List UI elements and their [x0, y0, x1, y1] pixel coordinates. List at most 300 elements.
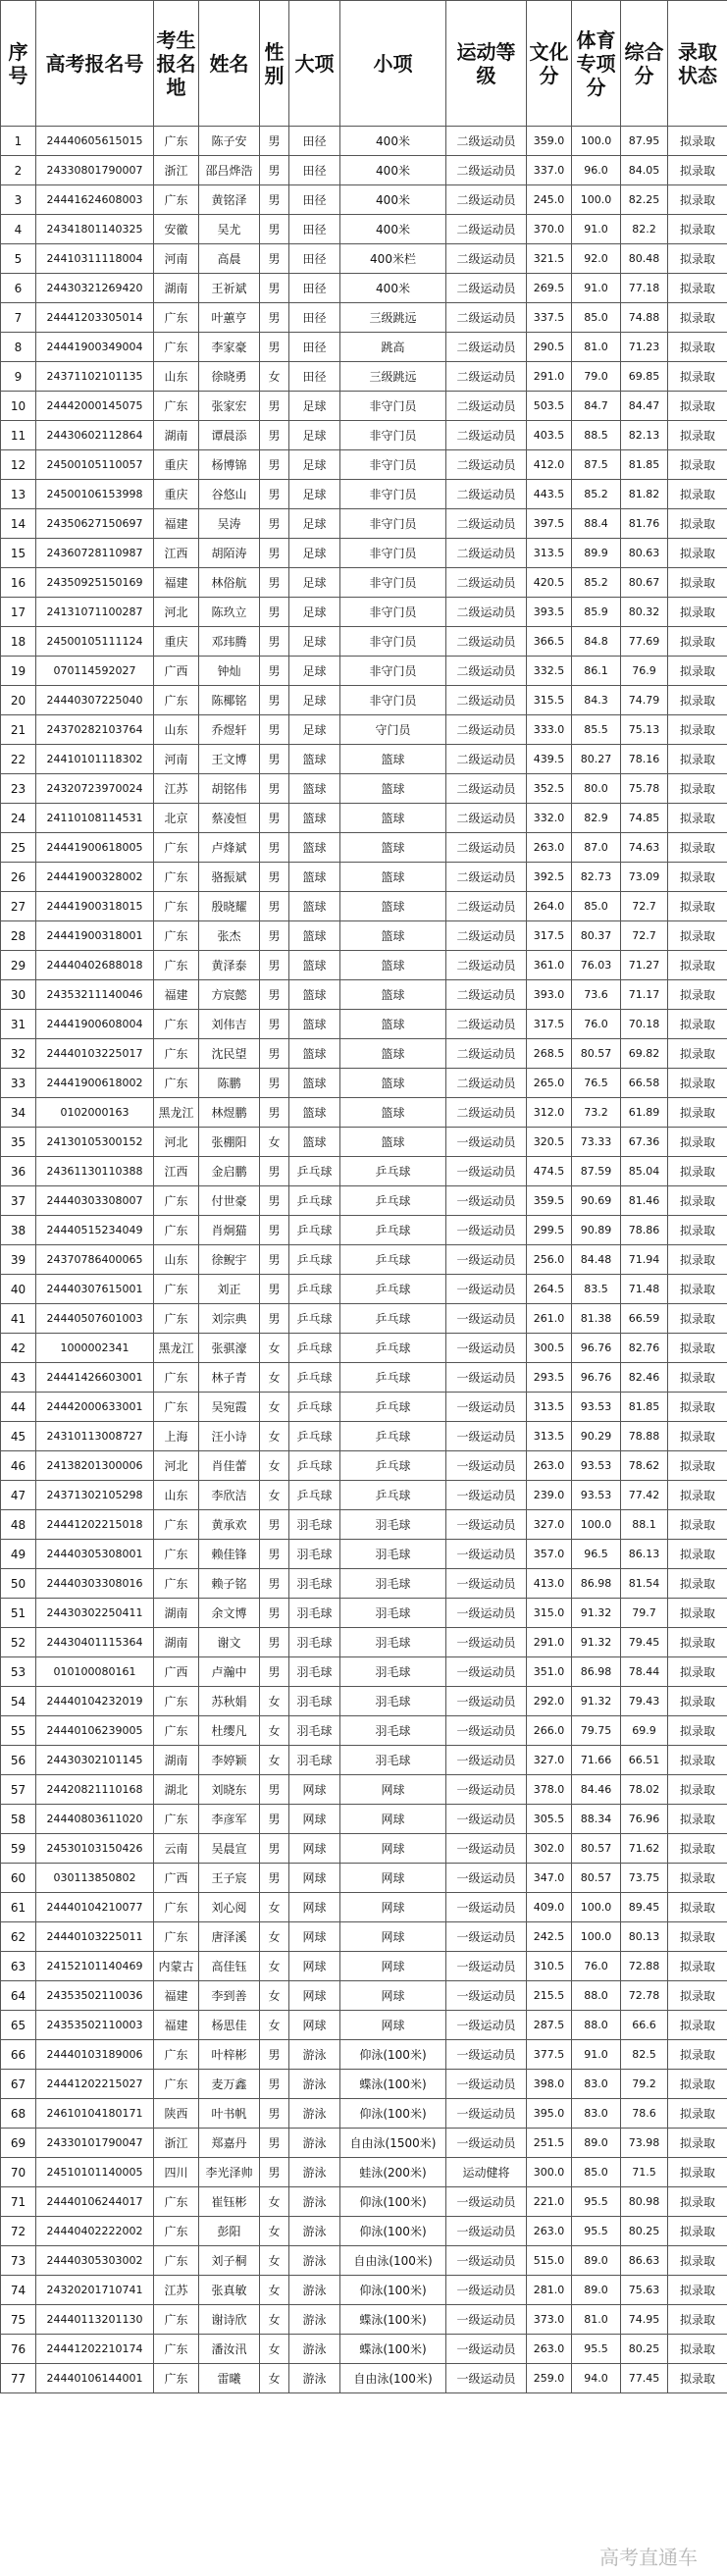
table-cell: 24130105300152: [36, 1128, 154, 1157]
table-cell: 湖南: [154, 421, 199, 450]
table-cell: 篮球: [340, 1128, 446, 1157]
table-cell: 篮球: [289, 863, 340, 892]
table-cell: 雷曦: [199, 2364, 260, 2393]
table-cell: 篮球: [289, 804, 340, 833]
table-cell: 85.0: [572, 892, 621, 921]
table-cell: 79.2: [621, 2070, 668, 2099]
table-cell: 李婷颖: [199, 1746, 260, 1775]
table-cell: 一级运动员: [446, 2217, 527, 2246]
table-cell: 87.95: [621, 127, 668, 156]
table-cell: 仰泳(100米): [340, 2040, 446, 2070]
table-row: [1, 274, 727, 303]
table-cell: 网球: [289, 1952, 340, 1981]
table-cell: 91.0: [572, 274, 621, 303]
table-cell: 24441900618005: [36, 833, 154, 863]
table-cell: 259.0: [527, 2364, 572, 2393]
table-cell: 89.45: [621, 1893, 668, 1922]
table-row: [1, 1628, 727, 1657]
table-cell: 跳高: [340, 333, 446, 362]
table-row: [1, 2129, 727, 2158]
table-cell: 31: [1, 1010, 36, 1039]
table-row: [1, 980, 727, 1010]
table-cell: 拟录取: [668, 1569, 727, 1599]
table-cell: 蔡凌恒: [199, 804, 260, 833]
table-cell: 352.5: [527, 774, 572, 804]
table-cell: 337.5: [527, 303, 572, 333]
table-cell: 广东: [154, 2217, 199, 2246]
table-cell: 264.0: [527, 892, 572, 921]
table-cell: 广东: [154, 2364, 199, 2393]
table-cell: 84.3: [572, 686, 621, 715]
table-cell: 拟录取: [668, 833, 727, 863]
table-cell: 广东: [154, 1216, 199, 1245]
table-cell: 二级运动员: [446, 1010, 527, 1039]
table-cell: 重庆: [154, 480, 199, 509]
table-cell: 男: [260, 833, 289, 863]
table-cell: 羽毛球: [289, 1540, 340, 1569]
table-row: [1, 1893, 727, 1922]
table-cell: 一级运动员: [446, 2011, 527, 2040]
table-cell: 乒乓球: [340, 1334, 446, 1363]
table-cell: 广西: [154, 657, 199, 686]
table-cell: 88.34: [572, 1805, 621, 1834]
table-cell: 28: [1, 921, 36, 951]
table-cell: 拟录取: [668, 156, 727, 185]
table-cell: 仰泳(100米): [340, 2217, 446, 2246]
table-cell: 羽毛球: [289, 1716, 340, 1746]
table-cell: 田径: [289, 156, 340, 185]
table-cell: 二级运动员: [446, 715, 527, 745]
table-cell: 443.5: [527, 480, 572, 509]
table-cell: 24440106244017: [36, 2187, 154, 2217]
table-cell: 400米: [340, 156, 446, 185]
table-cell: 田径: [289, 333, 340, 362]
table-row: [1, 1128, 727, 1157]
table-cell: 田径: [289, 362, 340, 392]
table-cell: 73.33: [572, 1128, 621, 1157]
table-cell: 女: [260, 1422, 289, 1451]
table-cell: 378.0: [527, 1775, 572, 1805]
table-cell: 二级运动员: [446, 362, 527, 392]
table-cell: 羽毛球: [289, 1746, 340, 1775]
table-row: [1, 686, 727, 715]
table-row: [1, 421, 727, 450]
table-cell: 43: [1, 1363, 36, 1393]
table-cell: 拟录取: [668, 1893, 727, 1922]
table-cell: 吴宛霞: [199, 1393, 260, 1422]
table-cell: 拟录取: [668, 1540, 727, 1569]
table-cell: 75.63: [621, 2276, 668, 2305]
table-row: [1, 303, 727, 333]
table-cell: 265.0: [527, 1069, 572, 1098]
table-cell: 317.5: [527, 921, 572, 951]
table-cell: 游泳: [289, 2364, 340, 2393]
table-cell: 73.2: [572, 1098, 621, 1128]
table-cell: 79.0: [572, 362, 621, 392]
table-cell: 云南: [154, 1834, 199, 1864]
table-cell: 田径: [289, 244, 340, 274]
table-cell: 女: [260, 362, 289, 392]
table-cell: 福建: [154, 1981, 199, 2011]
table-cell: 蝶泳(100米): [340, 2070, 446, 2099]
table-cell: 羽毛球: [289, 1687, 340, 1716]
table-cell: 男: [260, 1864, 289, 1893]
table-cell: 321.5: [527, 244, 572, 274]
table-cell: 400米: [340, 185, 446, 215]
table-cell: 游泳: [289, 2276, 340, 2305]
table-cell: 拟录取: [668, 1010, 727, 1039]
table-cell: 71: [1, 2187, 36, 2217]
table-cell: 广东: [154, 1186, 199, 1216]
table-row: [1, 951, 727, 980]
table-row: [1, 509, 727, 539]
table-cell: 24440106239005: [36, 1716, 154, 1746]
table-cell: 足球: [289, 450, 340, 480]
table-cell: 9: [1, 362, 36, 392]
table-cell: 游泳: [289, 2040, 340, 2070]
table-cell: 广东: [154, 1363, 199, 1393]
table-cell: 72.7: [621, 892, 668, 921]
table-row: [1, 539, 727, 568]
table-cell: 广东: [154, 1510, 199, 1540]
table-cell: 广东: [154, 303, 199, 333]
table-cell: 287.5: [527, 2011, 572, 2040]
table-cell: 女: [260, 1128, 289, 1157]
table-cell: 篮球: [340, 863, 446, 892]
table-cell: 自由泳(100米): [340, 2364, 446, 2393]
table-cell: 乒乓球: [340, 1393, 446, 1422]
table-row: [1, 1481, 727, 1510]
table-cell: 24500105110057: [36, 450, 154, 480]
table-cell: 乒乓球: [340, 1422, 446, 1451]
table-cell: 300.0: [527, 2158, 572, 2187]
table-cell: 88.5: [572, 421, 621, 450]
table-cell: 拟录取: [668, 774, 727, 804]
table-cell: 392.5: [527, 863, 572, 892]
table-cell: 游泳: [289, 2305, 340, 2335]
col-header: 大项: [289, 1, 340, 127]
table-cell: 非守门员: [340, 539, 446, 568]
table-cell: 26: [1, 863, 36, 892]
table-cell: 拟录取: [668, 480, 727, 509]
watermark: 高考直通车: [599, 2546, 698, 2569]
table-cell: 福建: [154, 509, 199, 539]
table-cell: 广东: [154, 185, 199, 215]
table-cell: 24440103225017: [36, 1039, 154, 1069]
table-cell: 女: [260, 1716, 289, 1746]
table-row: [1, 921, 727, 951]
table-cell: 网球: [289, 1922, 340, 1952]
table-cell: 81.76: [621, 509, 668, 539]
table-cell: 90.69: [572, 1186, 621, 1216]
table-cell: 24440402688018: [36, 951, 154, 980]
table-row: [1, 1775, 727, 1805]
table-cell: 拟录取: [668, 1245, 727, 1275]
table-cell: 拟录取: [668, 1422, 727, 1451]
table-cell: 78.88: [621, 1422, 668, 1451]
table-cell: 85.04: [621, 1157, 668, 1186]
table-cell: 24152101140469: [36, 1952, 154, 1981]
table-cell: 84.8: [572, 627, 621, 657]
table-cell: 郑嘉丹: [199, 2129, 260, 2158]
table-cell: 足球: [289, 686, 340, 715]
table-cell: 313.5: [527, 1393, 572, 1422]
table-cell: 二级运动员: [446, 333, 527, 362]
table-cell: 81.38: [572, 1304, 621, 1334]
table-cell: 黑龙江: [154, 1098, 199, 1128]
table-cell: 24353211140046: [36, 980, 154, 1010]
table-cell: 男: [260, 509, 289, 539]
table-cell: 游泳: [289, 2158, 340, 2187]
table-cell: 一级运动员: [446, 1716, 527, 1746]
table-cell: 广东: [154, 392, 199, 421]
table-cell: 261.0: [527, 1304, 572, 1334]
table-cell: 女: [260, 2364, 289, 2393]
table-cell: 黄承欢: [199, 1510, 260, 1540]
table-cell: 一级运动员: [446, 2335, 527, 2364]
table-cell: 2: [1, 156, 36, 185]
table-cell: 291.0: [527, 1628, 572, 1657]
table-cell: 篮球: [340, 1010, 446, 1039]
table-cell: 男: [260, 274, 289, 303]
table-cell: 河北: [154, 598, 199, 627]
table-cell: 男: [260, 2070, 289, 2099]
table-cell: 一级运动员: [446, 1422, 527, 1451]
table-cell: 66.51: [621, 1746, 668, 1775]
table-cell: 79.43: [621, 1687, 668, 1716]
table-cell: 73.6: [572, 980, 621, 1010]
table-cell: 拟录取: [668, 362, 727, 392]
table-cell: 李彦军: [199, 1805, 260, 1834]
table-cell: 二级运动员: [446, 421, 527, 450]
table-row: [1, 2040, 727, 2070]
table-cell: 篮球: [340, 745, 446, 774]
table-cell: 100.0: [572, 185, 621, 215]
table-cell: 男: [260, 2040, 289, 2070]
table-cell: 乒乓球: [289, 1186, 340, 1216]
table-cell: 74.88: [621, 303, 668, 333]
table-cell: 80.0: [572, 774, 621, 804]
table-cell: 86.13: [621, 1540, 668, 1569]
table-cell: 18: [1, 627, 36, 657]
table-cell: 24440303308016: [36, 1569, 154, 1599]
table-cell: 广东: [154, 892, 199, 921]
table-cell: 拟录取: [668, 657, 727, 686]
table-cell: 71.5: [621, 2158, 668, 2187]
table-cell: 拟录取: [668, 392, 727, 421]
table-cell: 女: [260, 1334, 289, 1363]
table-cell: 二级运动员: [446, 539, 527, 568]
table-cell: 汪小诗: [199, 1422, 260, 1451]
table-cell: 88.0: [572, 2011, 621, 2040]
table-cell: 男: [260, 185, 289, 215]
table-cell: 88.4: [572, 509, 621, 539]
table-cell: 70.18: [621, 1010, 668, 1039]
table-cell: 拟录取: [668, 450, 727, 480]
table-cell: 87.5: [572, 450, 621, 480]
table-cell: 安徽: [154, 215, 199, 244]
table-cell: 广东: [154, 1922, 199, 1952]
table-cell: 拟录取: [668, 1451, 727, 1481]
table-cell: 80.67: [621, 568, 668, 598]
table-cell: 二级运动员: [446, 833, 527, 863]
table-cell: 付世豪: [199, 1186, 260, 1216]
table-cell: 100.0: [572, 1893, 621, 1922]
table-cell: 25: [1, 833, 36, 863]
table-cell: 彭阳: [199, 2217, 260, 2246]
table-row: [1, 185, 727, 215]
table-cell: 沈民望: [199, 1039, 260, 1069]
table-cell: 71.94: [621, 1245, 668, 1275]
table-cell: 47: [1, 1481, 36, 1510]
table-cell: 77.69: [621, 627, 668, 657]
table-cell: 263.0: [527, 833, 572, 863]
col-header: 录取状态: [668, 1, 727, 127]
table-cell: 30: [1, 980, 36, 1010]
table-cell: 100.0: [572, 127, 621, 156]
table-cell: 一级运动员: [446, 1981, 527, 2011]
table-cell: 乒乓球: [289, 1245, 340, 1275]
table-cell: 广东: [154, 686, 199, 715]
table-cell: 80.57: [572, 1864, 621, 1893]
table-cell: 503.5: [527, 392, 572, 421]
table-cell: 二级运动员: [446, 745, 527, 774]
table-cell: 19: [1, 657, 36, 686]
table-cell: 非守门员: [340, 686, 446, 715]
table-cell: 24440307225040: [36, 686, 154, 715]
table-cell: 一级运动员: [446, 1952, 527, 1981]
table-cell: 69.9: [621, 1716, 668, 1746]
table-cell: 96.0: [572, 156, 621, 185]
table-cell: 篮球: [289, 833, 340, 863]
table-cell: 拟录取: [668, 2129, 727, 2158]
table-cell: 71.17: [621, 980, 668, 1010]
table-cell: 82.5: [621, 2040, 668, 2070]
table-cell: 72: [1, 2217, 36, 2246]
table-cell: 77: [1, 2364, 36, 2393]
table-cell: 24110108114531: [36, 804, 154, 833]
table-cell: 广西: [154, 1864, 199, 1893]
col-header: 姓名: [199, 1, 260, 127]
table-row: [1, 568, 727, 598]
table-cell: 卢烽斌: [199, 833, 260, 863]
table-cell: 46: [1, 1451, 36, 1481]
table-cell: 一级运动员: [446, 2099, 527, 2129]
table-cell: 281.0: [527, 2276, 572, 2305]
table-cell: 67: [1, 2070, 36, 2099]
table-cell: 24440605615015: [36, 127, 154, 156]
table-cell: 二级运动员: [446, 598, 527, 627]
table-cell: 篮球: [340, 804, 446, 833]
table-cell: 广东: [154, 2335, 199, 2364]
table-cell: 李到善: [199, 1981, 260, 2011]
table-cell: 徐鲵宇: [199, 1245, 260, 1275]
table-cell: 篮球: [340, 951, 446, 980]
table-cell: 刘宗典: [199, 1304, 260, 1334]
table-cell: 83.0: [572, 2099, 621, 2129]
table-cell: 27: [1, 892, 36, 921]
table-cell: 70: [1, 2158, 36, 2187]
table-cell: 苏秋娟: [199, 1687, 260, 1716]
table-cell: 24441900318015: [36, 892, 154, 921]
table-row: [1, 745, 727, 774]
table-cell: 拟录取: [668, 1275, 727, 1304]
table-cell: 仰泳(100米): [340, 2187, 446, 2217]
table-cell: 1000002341: [36, 1334, 154, 1363]
table-cell: 乒乓球: [289, 1275, 340, 1304]
table-cell: 24441202215018: [36, 1510, 154, 1540]
table-cell: 男: [260, 215, 289, 244]
table-cell: 拟录取: [668, 333, 727, 362]
table-cell: 373.0: [527, 2305, 572, 2335]
table-cell: 300.5: [527, 1334, 572, 1363]
table-cell: 田径: [289, 185, 340, 215]
table-cell: 广东: [154, 2070, 199, 2099]
table-cell: 陈椰铭: [199, 686, 260, 715]
table-cell: 77.42: [621, 1481, 668, 1510]
table-cell: 自由泳(1500米): [340, 2129, 446, 2158]
table-cell: 网球: [340, 1775, 446, 1805]
table-cell: 张真敏: [199, 2276, 260, 2305]
table-cell: 男: [260, 1540, 289, 1569]
table-cell: 羽毛球: [340, 1687, 446, 1716]
table-cell: 50: [1, 1569, 36, 1599]
table-cell: 87.0: [572, 833, 621, 863]
table-cell: 女: [260, 1981, 289, 2011]
table-cell: 拟录取: [668, 2070, 727, 2099]
table-cell: 男: [260, 1216, 289, 1245]
table-cell: 24441900618002: [36, 1069, 154, 1098]
table-cell: 14: [1, 509, 36, 539]
table-cell: 71.27: [621, 951, 668, 980]
table-cell: 一级运动员: [446, 1775, 527, 1805]
table-cell: 男: [260, 480, 289, 509]
table-cell: 广东: [154, 1010, 199, 1039]
table-cell: 93.53: [572, 1481, 621, 1510]
table-cell: 钟灿: [199, 657, 260, 686]
header-row: [1, 1, 727, 127]
table-cell: 二级运动员: [446, 274, 527, 303]
table-cell: 足球: [289, 568, 340, 598]
table-cell: 陕西: [154, 2099, 199, 2129]
table-cell: 24353502110003: [36, 2011, 154, 2040]
table-cell: 90.89: [572, 1216, 621, 1245]
table-cell: 53: [1, 1657, 36, 1687]
table-row: [1, 1275, 727, 1304]
table-cell: 男: [260, 657, 289, 686]
table-cell: 一级运动员: [446, 2040, 527, 2070]
table-cell: 二级运动员: [446, 1039, 527, 1069]
table-cell: 29: [1, 951, 36, 980]
table-cell: 89.0: [572, 2276, 621, 2305]
table-cell: 网球: [289, 1893, 340, 1922]
table-cell: 一级运动员: [446, 1128, 527, 1157]
table-cell: 重庆: [154, 450, 199, 480]
table-cell: 070114592027: [36, 657, 154, 686]
col-header: 序号: [1, 1, 36, 127]
table-cell: 女: [260, 1687, 289, 1716]
table-cell: 足球: [289, 715, 340, 745]
table-cell: 67.36: [621, 1128, 668, 1157]
table-cell: 乒乓球: [340, 1481, 446, 1510]
table-cell: 陈子安: [199, 127, 260, 156]
table-cell: 男: [260, 1039, 289, 1069]
table-cell: 足球: [289, 627, 340, 657]
table-cell: 杨思佳: [199, 2011, 260, 2040]
table-cell: 网球: [289, 1981, 340, 2011]
table-cell: 女: [260, 2011, 289, 2040]
table-cell: 乒乓球: [340, 1157, 446, 1186]
